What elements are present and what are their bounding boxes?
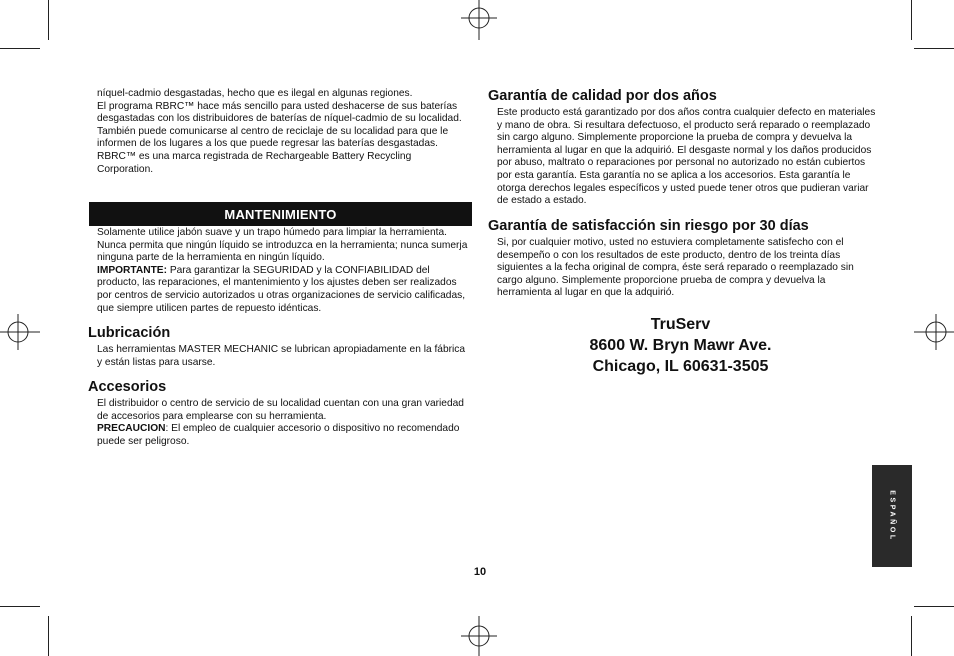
crop-mark (48, 0, 49, 40)
intro-paragraph: El programa RBRC™ hace más sencillo para usted deshacerse de sus baterías desgastadas con los distribuidores de baterías de níquel-cadmio de su localidad. También puede comunicarse al centro de reciclaje de su localidad para que le informen de los lugares a los que puede regresar las baterías desgastadas. (97, 100, 462, 150)
satisfaction-section (488, 218, 882, 300)
company-address (488, 314, 873, 377)
left-column (97, 88, 469, 176)
crop-mark (0, 606, 40, 607)
caution-label: PRECAUCION (97, 423, 166, 435)
maintenance-heading-band (89, 202, 472, 226)
lubrication-section (88, 325, 469, 369)
crop-mark (914, 606, 954, 607)
important-label: IMPORTANTE: (97, 264, 167, 276)
intro-paragraph: RBRC™ es una marca registrada de Rechargeable Battery Recycling Corporation. (97, 150, 412, 175)
registration-mark-icon (455, 0, 503, 44)
satisfaction-body: Si, por cualquier motivo, usted no estuviera completamente satisfecho con el desempeño o con los resultados de este producto, dentro de los treinta días siguientes a la fecha original de compra, éste será reparado o reemplazado sin cargo alguno. Simplemente proporcione prueba de compra y devuelva la herramienta al lugar en que la adquirió. (497, 237, 854, 299)
maintenance-heading: MANTENIMIENTO (224, 206, 337, 222)
satisfaction-heading: Garantía de satisfacción sin riesgo por 30 días (488, 218, 809, 234)
lubrication-heading: Lubricación (88, 325, 171, 341)
maintenance-body: Solamente utilice jabón suave y un trapo húmedo para limpiar la herramienta. Nunca permita que ningún líquido se introduzca en la herramienta; nunca sumerja ninguna parte de la herramienta en ningún líquido. (97, 227, 468, 264)
crop-mark (911, 616, 912, 656)
caution-text: : El empleo de cualquier accesorio o dispositivo no recomendado puede ser peligroso. (97, 423, 460, 447)
language-tab-label: ESPAÑOL (888, 490, 896, 542)
accessories-heading: Accesorios (88, 379, 167, 395)
crop-mark (48, 616, 49, 656)
maintenance-section (97, 227, 469, 315)
warranty-two-year-section (488, 88, 882, 208)
important-note (97, 265, 469, 315)
warranty-two-year-body: Este producto está garantizado por dos años contra cualquier defecto en materiales y mano de obra. Si resultara defectuoso, el producto será reparado o reemplazado sin cargo alguno. Simplemente proporcione la prueba de compra y devuelva la herramienta al lugar en que la adquirió. El desgaste normal y los daños producidos por abuso, maltrato o reparaciones por personal no autorizado no están cubiertos por esta garantía. Esta garantía no se aplica a los accesorios. Esta garantía le otorga derechos legales específicos y usted puede tener otros que pudieran variar de estado a estado. (497, 107, 876, 207)
address-street: 8600 W. Bryn Mawr Ave. (589, 337, 772, 354)
registration-mark-icon (910, 308, 954, 356)
language-tab (872, 465, 912, 567)
lubrication-body: Las herramientas MASTER MECHANIC se lubrican apropiadamente en la fábrica y están listas para usarse. (97, 344, 466, 368)
intro-paragraph: níquel-cadmio desgastadas, hecho que es ilegal en algunas regiones. (97, 88, 413, 99)
accessories-body: El distribuidor o centro de servicio de su localidad cuentan con una gran variedad de accesorios para emplearse con su herramienta. (97, 398, 464, 422)
address-city: Chicago, IL 60631-3505 (592, 358, 769, 375)
page-number: 10 (473, 566, 487, 578)
registration-mark-icon (455, 612, 503, 656)
crop-mark (914, 48, 954, 49)
important-text: Para garantizar la SEGURIDAD y la CONFIABILIDAD del producto, las reparaciones, el mantenimiento y los ajustes deben ser realizados por centros de servicio autorizados u otras organizaciones de servicio calificadas, que siempre utilicen partes de repuesto idénticas. (97, 264, 466, 314)
crop-mark (0, 48, 40, 49)
caution-note (97, 423, 469, 448)
accessories-section (88, 379, 469, 448)
crop-mark (911, 0, 912, 40)
warranty-two-year-heading: Garantía de calidad por dos años (488, 88, 717, 104)
registration-mark-icon (0, 308, 44, 356)
address-company: TruServ (650, 316, 711, 333)
